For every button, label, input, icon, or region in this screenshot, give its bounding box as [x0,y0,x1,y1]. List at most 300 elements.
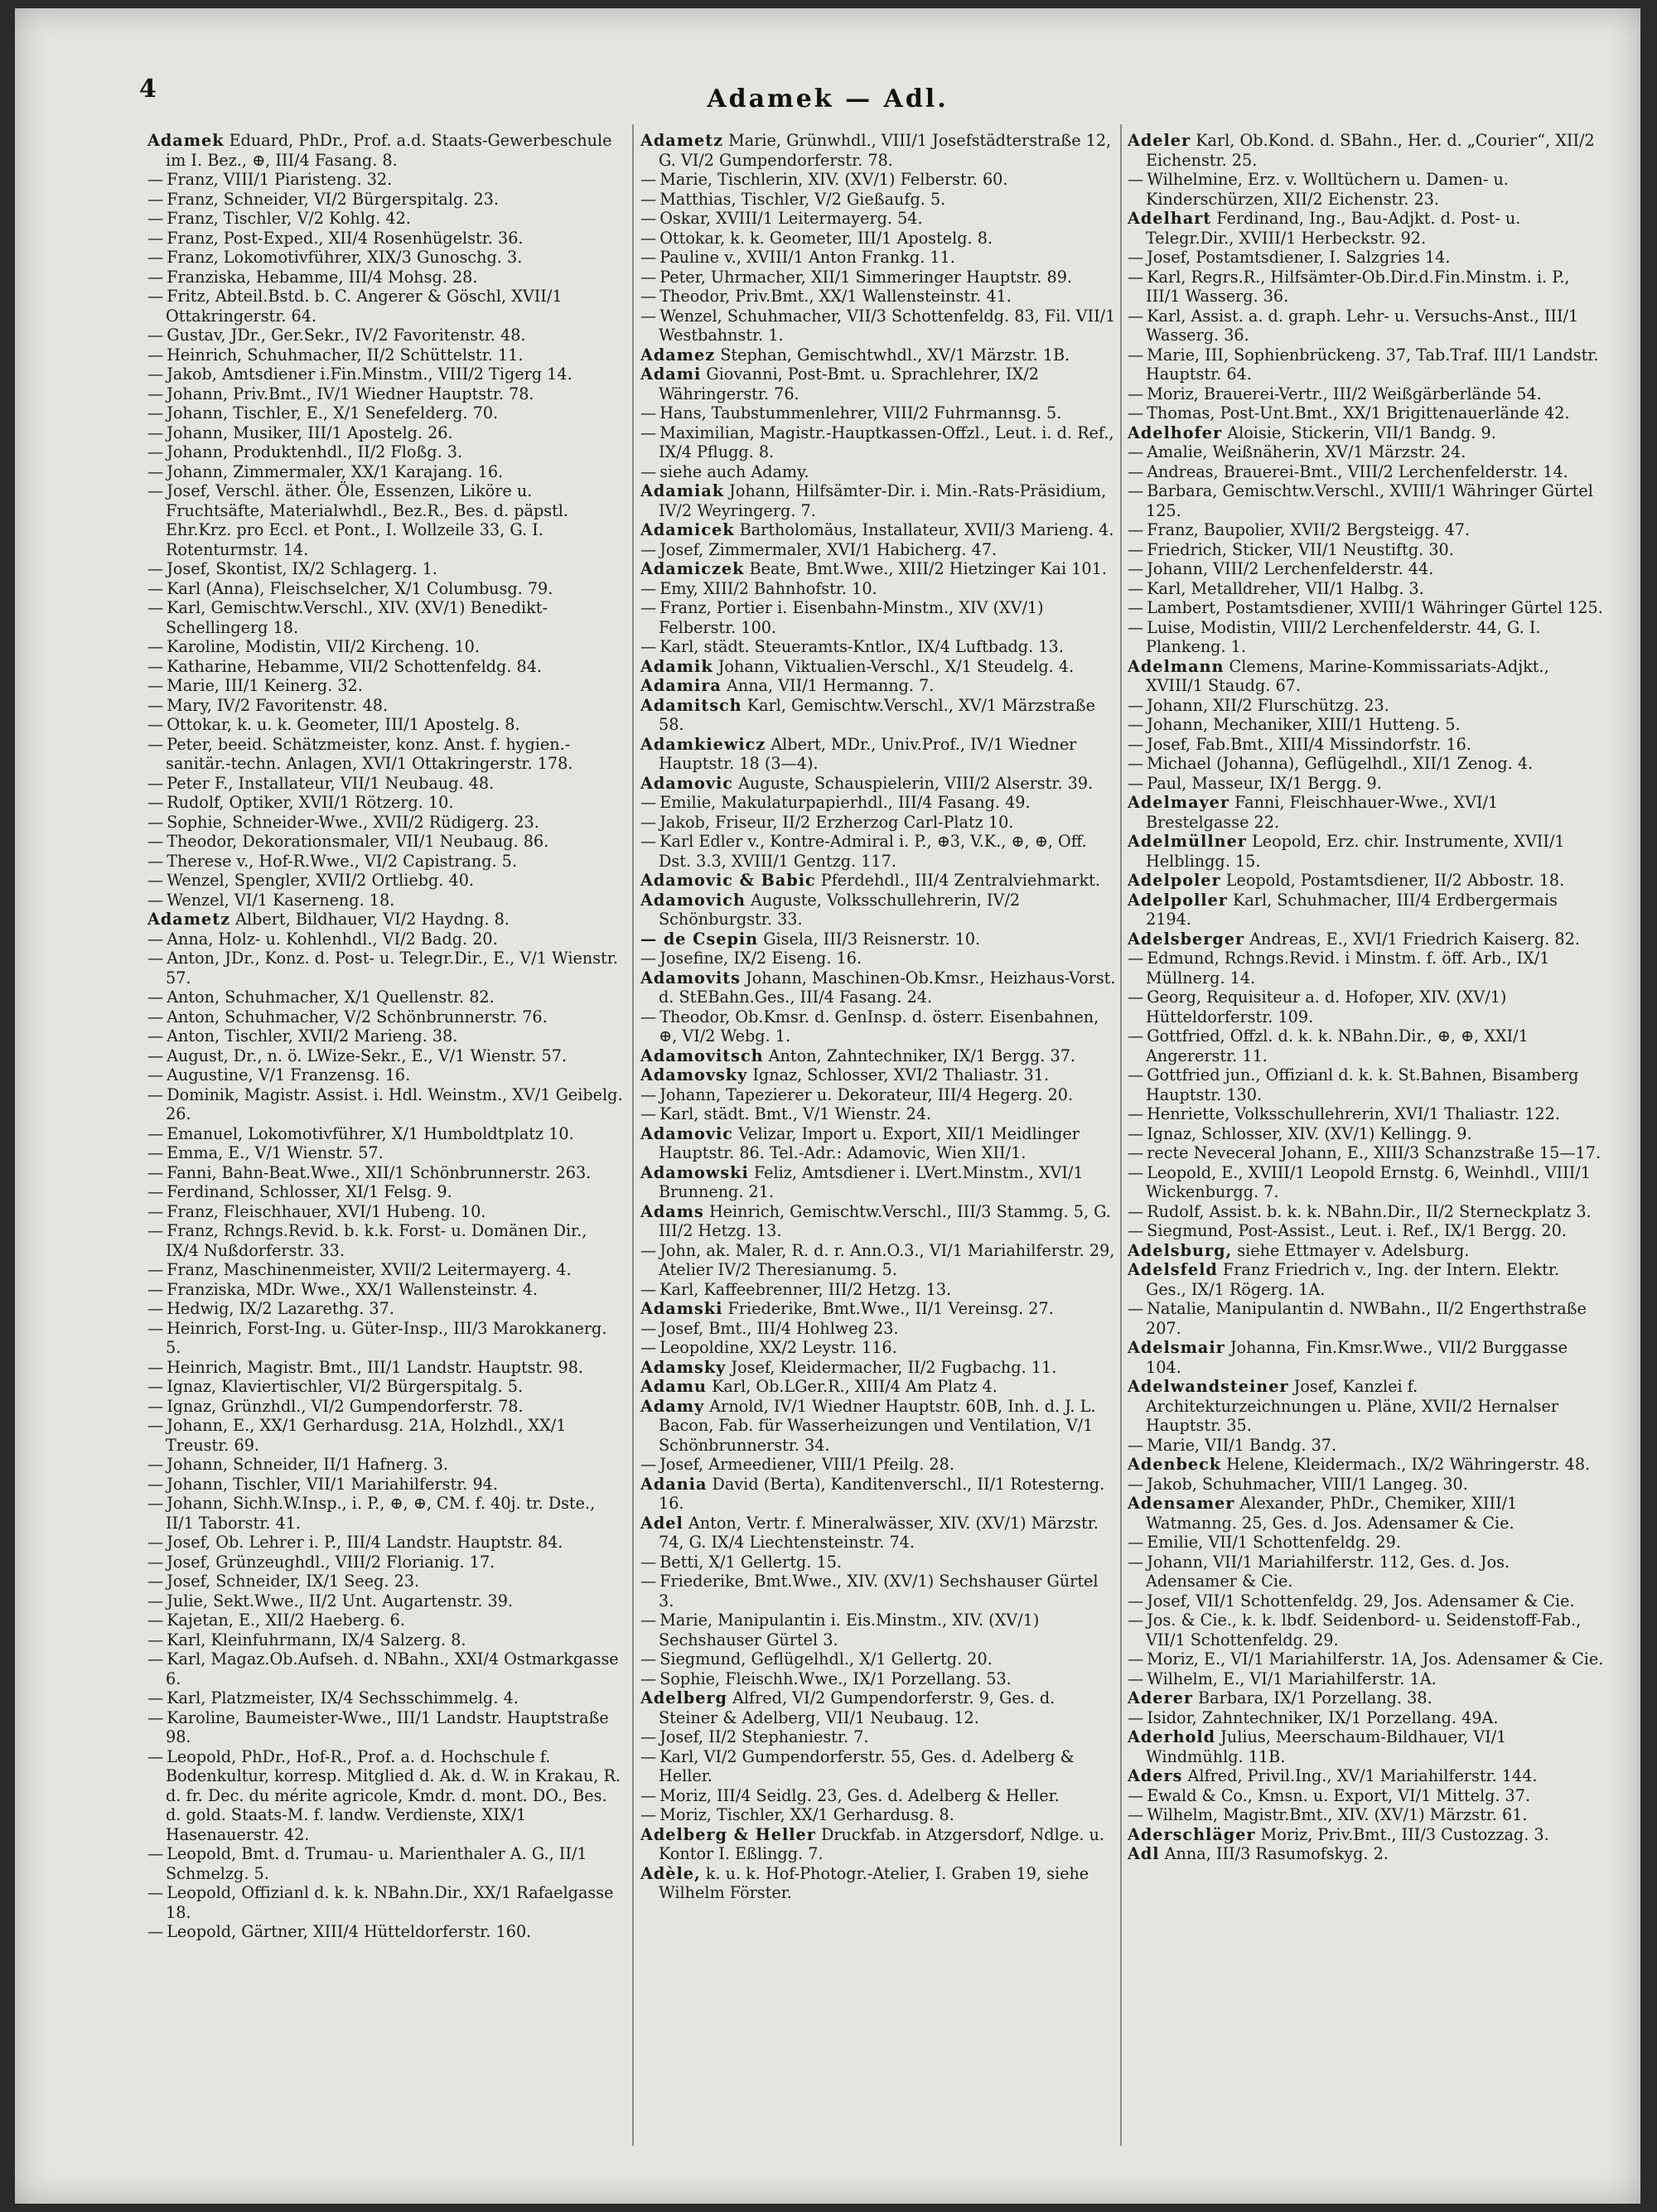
directory-entry [147,1649,624,1688]
directory-entry [1128,930,1604,949]
directory-entry [640,131,1117,170]
entry-text: Moriz, III/4 Seidlg. 23, Ges. d. Adelberg & Heller. [659,1785,1060,1805]
entry-text: Josef, VII/1 Schottenfeldg. 29, Jos. Adensamer & Cie. [1147,1591,1575,1611]
continuation-dash: — [1128,1435,1144,1455]
directory-entry [147,170,624,190]
continuation-dash: — [1128,1533,1144,1552]
directory-entry [147,1085,624,1124]
entry-text: Feliz, Amtsdiener i. LVert.Minstm., XVI/1 Brunneng. 21. [659,1162,1084,1201]
continuation-dash: — [147,871,164,890]
entry-text: Wilhelmine, Erz. v. Wolltüchern u. Damen- u. Kinderschürzen, XII/2 Eichenstr. 23. [1146,170,1509,209]
entry-text: Andreas, Brauerei-Bmt., VIII/2 Lerchenfelderstr. 14. [1147,461,1568,481]
directory-column-1 [147,131,624,1942]
continuation-dash: — [147,1707,164,1727]
entry-text: Wenzel, Spengler, XVII/2 Ortliebg. 40. [167,871,474,890]
entry-text: Andreas, E., XVI/1 Friedrich Kaiserg. 82. [1244,929,1580,949]
entry-text: Aloisie, Stickerin, VII/1 Bandg. 9. [1222,423,1496,442]
entry-text: Thomas, Post-Unt.Bmt., XX/1 Brigittenauerlände 42. [1147,403,1570,423]
entry-text: Amalie, Weißnäherin, XV/1 Märzstr. 24. [1147,442,1466,461]
entry-surname: Adelpoller [1128,890,1228,910]
entry-text: Anton, Schuhmacher, X/1 Quellenstr. 82. [167,988,495,1007]
entry-surname: Adamovsky [640,1065,748,1084]
entry-text: Josef, Ob. Lehrer i. P., III/4 Landstr. Hauptstr. 84. [167,1533,563,1552]
directory-entry [147,696,624,716]
continuation-dash: — [147,1318,164,1338]
continuation-dash: — [640,423,657,442]
continuation-dash: — [147,1591,164,1611]
continuation-dash: — [1128,1552,1144,1572]
directory-entry [147,345,624,365]
entry-surname: Adensamer [1128,1494,1235,1513]
entry-text: Druckfab. in Atzgersdorf, Ndlge. u. Kontor I. Eßlingg. 7. [659,1824,1104,1863]
continuation-dash: — [640,1727,657,1746]
directory-entry [147,1397,624,1417]
directory-entry [147,1202,624,1222]
continuation-dash: — [147,1649,164,1669]
entry-text: John, ak. Maler, R. d. r. Ann.O.3., VI/1 Mariahilferstr. 29, Atelier IV/2 Theresianumg. 5. [659,1240,1115,1279]
entry-text: Johann, Musiker, III/1 Apostelg. 26. [167,423,453,442]
entry-text: Johann, VIII/2 Lerchenfelderstr. 44. [1147,559,1434,578]
entry-surname: Adelpoler [1128,871,1221,890]
entry-text: Jos. & Cie., k. k. lbdf. Seidenbord- u. Seidenstoff-Fab., VII/1 Schottenfeldg. 29. [1146,1611,1582,1649]
entry-surname: Adamitsch [640,695,742,715]
entry-surname: Adamovich [640,890,746,910]
directory-entry [640,637,1117,657]
continuation-dash: — [640,1338,657,1357]
continuation-dash: — [147,676,164,695]
continuation-dash: — [1128,1707,1144,1727]
entry-text: Anton, Zahntechniker, IX/1 Bergg. 37. [763,1046,1076,1065]
continuation-dash: — [1128,1162,1144,1182]
entry-text: Leopold, Bmt. d. Trumau- u. Marienthaler A. G., II/1 Schmelzg. 5. [166,1844,587,1883]
entry-text: Karl, Metalldreher, VII/1 Halbg. 3. [1147,578,1424,598]
continuation-dash: — [147,345,164,365]
entry-text: Moriz, Priv.Bmt., III/3 Custozzag. 3. [1255,1824,1549,1844]
entry-surname: Adel [640,1513,684,1533]
entry-text: Wenzel, Schuhmacher, VII/3 Schottenfeldg. 83, Fil. VII/1 Westbahnstr. 1. [659,306,1116,345]
entry-text: Karl (Anna), Fleischselcher, X/1 Columbusg. 79. [167,578,553,598]
entry-text: Pauline v., XVIII/1 Anton Frankg. 11. [659,248,955,267]
directory-entry [147,1163,624,1183]
continuation-dash: — [640,1318,657,1338]
continuation-dash: — [147,890,164,910]
continuation-dash: — [640,228,657,248]
entry-text: Johann, Priv.Bmt., IV/1 Wiedner Hauptstr. 78. [167,384,534,403]
directory-column-2 [640,131,1117,1903]
entry-text: Kajetan, E., XII/2 Haeberg. 6. [167,1611,405,1630]
continuation-dash: — [147,267,164,287]
directory-entry [640,1475,1117,1514]
directory-entry [640,1727,1117,1747]
directory-entry [147,1221,624,1260]
entry-surname: Adelsburg, [1128,1240,1233,1260]
directory-entry [1128,1065,1604,1104]
continuation-dash: — [147,1084,164,1104]
entry-text: Josef, Bmt., III/4 Hohlweg 23. [659,1318,899,1338]
entry-text: Franz, Post-Exped., XII/4 Rosenhügelstr. 36. [167,228,524,248]
entry-text: Johann, Zimmermaler, XX/1 Karajang. 16. [167,461,504,481]
continuation-dash: — [147,598,164,617]
directory-entry [147,1280,624,1300]
continuation-dash: — [147,189,164,209]
entry-text: Karl, Platzmeister, IX/4 Sechsschimmelg. 4. [167,1688,519,1707]
directory-entry [147,1065,624,1085]
directory-entry [147,715,624,735]
entry-text: Helene, Kleidermach., IX/2 Währingerstr. 48. [1221,1455,1591,1474]
continuation-dash: — [147,1572,164,1591]
continuation-dash: — [147,1494,164,1513]
entry-text: Josef, Schneider, IX/1 Seeg. 23. [167,1572,420,1591]
continuation-dash: — [147,695,164,715]
entry-text: Peter, Uhrmacher, XII/1 Simmeringer Hauptstr. 89. [659,267,1073,287]
entry-text: Leopold, Erz. chir. Instrumente, XVII/1 Helblingg. 15. [1146,832,1565,871]
directory-entry [1128,871,1604,891]
directory-entry [147,442,624,462]
entry-text: Ignaz, Schlosser, XVI/2 Thaliastr. 31. [747,1065,1050,1084]
directory-entry [147,774,624,794]
continuation-dash: — [147,1552,164,1572]
directory-entry [1128,442,1604,462]
directory-entry [1128,540,1604,560]
directory-entry [147,1416,624,1455]
directory-entry [1128,696,1604,716]
continuation-dash: — [147,442,164,461]
continuation-dash: — [147,1143,164,1162]
entry-text: Josef, Postamtsdiener, I. Salzgries 14. [1147,248,1451,267]
continuation-dash: — [640,189,657,209]
entry-text: Marie, Grünwhdl., VIII/1 Josefstädterstraße 12, G. VI/2 Gumpendorferstr. 78. [659,131,1112,170]
directory-entry [147,481,624,559]
directory-entry [147,1883,624,1922]
entry-text: Franz, Maschinenmeister, XVII/2 Leitermayerg. 4. [167,1260,572,1279]
entry-text: Karl, Ob.Kond. d. SBahn., Her. d. „Courier“, XII/2 Eichenstr. 25. [1146,131,1595,170]
entry-text: Moriz, Brauerei-Vertr., III/2 Weißgärberlände 54. [1147,384,1542,403]
entry-surname: Adelhart [1128,209,1212,228]
entry-text: Karl, VI/2 Gumpendorferstr. 55, Ges. d. Adelberg & Heller. [659,1746,1075,1785]
directory-entry [147,1844,624,1883]
continuation-dash: — [1128,617,1144,637]
continuation-dash: — [640,287,657,306]
entry-surname: Adamez [640,345,716,365]
entry-surname: Adamovic & Babic [640,871,816,890]
directory-entry [640,268,1117,287]
entry-surname: Adamkiewicz [640,734,766,754]
continuation-dash: — [1128,345,1144,365]
directory-entry [1128,248,1604,268]
entry-text: k. u. k. Hof-Photogr.-Atelier, I. Graben 19, siehe Wilhelm Förster. [659,1863,1089,1902]
directory-entry [147,131,624,170]
directory-entry [147,891,624,910]
directory-entry [147,793,624,813]
entry-surname: Adams [640,1201,704,1221]
directory-entry [147,1494,624,1533]
directory-entry [1128,1688,1604,1708]
entry-text: Heinrich, Gemischtw.Verschl., III/3 Stammg. 5, G. III/2 Hetzg. 13. [659,1201,1111,1240]
directory-entry [640,190,1117,210]
entry-text: Anna, Holz- u. Kohlenhdl., VI/2 Badg. 20. [167,929,498,949]
directory-entry [640,1241,1117,1280]
directory-entry [1128,949,1604,988]
directory-entry [640,481,1117,520]
directory-entry [1128,1494,1604,1533]
continuation-dash: — [640,403,657,423]
continuation-dash: — [640,1785,657,1805]
entry-text: Augustine, V/1 Franzensg. 16. [167,1065,411,1084]
continuation-dash: — [147,384,164,403]
directory-entry [1128,1436,1604,1456]
entry-text: Friederike, Bmt.Wwe., XIV. (XV/1) Sechshauser Gürtel 3. [659,1572,1099,1611]
continuation-dash: — [1128,1143,1144,1162]
directory-entry [640,1864,1117,1903]
directory-entry [1128,1377,1604,1436]
entry-text: Theodor, Priv.Bmt., XX/1 Wallensteinstr. 41. [659,287,1012,306]
directory-entry [1128,1455,1604,1475]
entry-text: Julius, Meerschaum-Bildhauer, VI/1 Windmühlg. 11B. [1146,1727,1507,1766]
directory-entry [1128,1104,1604,1124]
directory-entry [1128,131,1604,170]
continuation-dash: — [147,929,164,949]
continuation-dash: — [147,734,164,754]
continuation-dash: — [147,1688,164,1707]
directory-entry [640,1280,1117,1300]
entry-surname: Adametz [147,910,231,929]
directory-entry [1128,170,1604,209]
entry-surname: Adamicek [640,520,735,539]
continuation-dash: — [1128,539,1144,559]
continuation-dash: — [1128,1474,1144,1494]
directory-entry [1128,1708,1604,1728]
continuation-dash: — [640,1572,657,1591]
directory-entry [147,1377,624,1397]
continuation-dash: — [640,812,657,832]
entry-text: Karl, Magaz.Ob.Aufseh. d. NBahn., XXI/4 Ostmarkgasse 6. [166,1649,619,1688]
entry-text: Ignaz, Schlosser, XIV. (XV/1) Kellingg. 9. [1147,1123,1472,1143]
continuation-dash: — [1128,1805,1144,1824]
continuation-dash: — [1128,1649,1144,1669]
continuation-dash: — [640,832,657,851]
entry-surname: Adelmayer [1128,793,1230,812]
continuation-dash: — [1128,715,1144,734]
directory-entry [640,1397,1117,1456]
continuation-dash: — [640,1084,657,1104]
directory-entry [1128,1202,1604,1222]
continuation-dash: — [147,793,164,812]
continuation-dash: — [147,1260,164,1279]
continuation-dash: — [147,1026,164,1046]
directory-entry [1128,735,1604,755]
directory-entry [147,190,624,210]
directory-entry [147,1358,624,1378]
entry-text: Josef, Grünzeughdl., VIII/2 Florianig. 17. [167,1552,495,1572]
entry-text: Ferdinand, Ing., Bau-Adjkt. d. Post- u. Telegr.Dir., XVIII/1 Herbeckstr. 92. [1146,209,1521,248]
continuation-dash: — [640,539,657,559]
continuation-dash: — [1128,1201,1144,1221]
continuation-dash: — [640,209,657,228]
directory-entry [147,852,624,872]
directory-entry [640,832,1117,871]
directory-entry [1128,832,1604,871]
entry-text: Josef, Kleidermacher, II/2 Fugbachg. 11. [726,1357,1057,1377]
continuation-dash: — [1128,306,1144,326]
directory-entry [640,1553,1117,1572]
continuation-dash: — [147,1455,164,1474]
directory-entry [147,832,624,852]
directory-entry [640,813,1117,833]
entry-text: Emy, XIII/2 Bahnhofstr. 10. [659,578,877,598]
directory-entry [1128,403,1604,423]
entry-text: Karl, Ob.LGer.R., XIII/4 Am Platz 4. [707,1377,998,1396]
continuation-dash: — [1128,1123,1144,1143]
column-divider [632,124,634,2146]
directory-entry [640,365,1117,403]
page-number: 4 [139,75,157,104]
entry-text: Leopold, Postamtsdiener, II/2 Abbostr. 18. [1220,871,1565,890]
continuation-dash: — [1128,267,1144,287]
entry-text: Natalie, Manipulantin d. NWBahn., II/2 Engerthstraße 207. [1146,1299,1587,1338]
entry-text: Emilie, Makulaturpapierhdl., III/4 Fasang. 49. [659,793,1031,812]
directory-entry [147,248,624,268]
entry-text: Johann, Viktualien-Verschl., X/1 Steudelg. 4. [713,656,1075,676]
entry-text: Karl, Kaffeebrenner, III/2 Hetzg. 13. [659,1279,952,1299]
continuation-dash: — [1128,754,1144,773]
directory-entry [1128,1260,1604,1299]
entry-text: Franz, Baupolier, XVII/2 Bergsteigg. 47. [1147,520,1471,539]
continuation-dash: — [640,1611,657,1630]
entry-text: Peter F., Installateur, VII/1 Neubaug. 48. [167,773,495,793]
entry-text: Karl, städt. Bmt., V/1 Wienstr. 24. [659,1104,932,1123]
directory-column-3 [1128,131,1604,1864]
entry-text: Pferdehdl., III/4 Zentralviehmarkt. [815,871,1100,890]
entry-surname: Adelmann [1128,656,1225,676]
directory-page [15,8,1640,2204]
continuation-dash: — [147,1844,164,1863]
continuation-dash: — [1128,248,1144,267]
directory-entry [1128,1475,1604,1495]
directory-entry [1128,793,1604,832]
entry-text: Peter, beeid. Schätzmeister, konz. Anst. f. hygien.-sanitär.-techn. Anlagen, XVI/1 Ottakringerstr. 178. [166,734,573,773]
continuation-dash: — [640,170,657,189]
entry-text: Alfred, VI/2 Gumpendorferstr. 9, Ges. d. Steiner & Adelberg, VII/1 Neubaug. 12. [659,1688,1056,1727]
directory-entry [147,657,624,677]
directory-entry [1128,598,1604,618]
continuation-dash: — [1128,1299,1144,1318]
entry-text: Matthias, Tischler, V/2 Gießaufg. 5. [659,189,946,209]
continuation-dash: — [147,1630,164,1649]
directory-entry [1128,1649,1604,1669]
entry-text: Josefine, IX/2 Eiseng. 16. [659,949,862,968]
entry-text: Giovanni, Post-Bmt. u. Sprachlehrer, IX/2 Währingerstr. 76. [659,365,1039,403]
continuation-dash: — [147,1474,164,1494]
continuation-dash: — [640,1007,657,1026]
directory-entry [640,229,1117,249]
continuation-dash: — [147,248,164,267]
continuation-dash: — [147,1007,164,1026]
directory-entry [147,813,624,833]
entry-text: Auguste, Schauspielerin, VIII/2 Alserstr. 39. [732,773,1094,793]
entry-text: Karl, Gemischtw.Verschl., XIV. (XV/1) Benedikt-Schellingerg 18. [166,598,548,637]
entry-text: siehe auch Adamy. [659,461,809,481]
entry-text: Leopoldine, XX/2 Leystr. 116. [659,1338,897,1357]
directory-entry [147,326,624,345]
continuation-dash: — [147,637,164,656]
continuation-dash: — [1128,520,1144,539]
directory-entry [147,871,624,891]
continuation-dash: — [147,559,164,578]
continuation-dash: — [640,793,657,812]
directory-entry [147,579,624,599]
continuation-dash: — [147,832,164,851]
continuation-dash: — [147,1182,164,1201]
entry-surname: Adametz [640,131,724,150]
continuation-dash: — [640,949,657,968]
directory-entry [1128,1221,1604,1241]
entry-text: Johann, Tischler, VII/1 Mariahilferstr. 94. [167,1474,498,1494]
entry-surname: Aderer [1128,1688,1193,1707]
directory-entry [640,735,1117,774]
entry-text: Karoline, Baumeister-Wwe., III/1 Landstr. Hauptstraße 98. [166,1707,609,1746]
entry-text: Ferdinand, Schlosser, XI/1 Felsg. 9. [167,1182,452,1201]
entry-text: Karl, Regrs.R., Hilfsämter-Ob.Dir.d.Fin.Minstm. i. P., III/1 Wasserg. 36. [1146,267,1570,306]
directory-entry [147,598,624,637]
directory-entry [147,423,624,443]
directory-entry [640,1065,1117,1085]
directory-entry [640,579,1117,599]
directory-entry [1128,1553,1604,1591]
entry-text: Karl, Kleinfuhrmann, IX/4 Salzerg. 8. [167,1630,466,1649]
entry-text: Johann, Produktenhdl., II/2 Floßg. 3. [167,442,463,461]
continuation-dash: — [640,248,657,267]
directory-entry [1128,1338,1604,1377]
directory-entry [147,637,624,657]
directory-entry [640,1319,1117,1339]
entry-text: Friederike, Bmt.Wwe., II/1 Vereinsg. 27. [722,1299,1054,1318]
directory-entry [640,891,1117,930]
directory-entry [1128,268,1604,307]
continuation-dash: — [147,403,164,423]
entry-text: Karl Edler v., Kontre-Admiral i. P., ⊕3, V.K., ⊕, ⊕, Off. Dst. 3.3, XVIII/1 Gentzg. 117. [659,832,1087,871]
continuation-dash: — [147,326,164,345]
entry-surname: Adamiczek [640,559,745,578]
entry-text: Fanni, Bahn-Beat.Wwe., XII/1 Schönbrunnerstr. 263. [167,1162,592,1182]
continuation-dash: — [147,209,164,228]
continuation-dash: — [1128,481,1144,500]
entry-surname: Adamy [640,1396,705,1416]
entry-text: Johann, Hilfsämter-Dir. i. Min.-Rats-Präsidium, IV/2 Weyringerg. 7. [659,481,1107,520]
continuation-dash: — [1128,1591,1144,1611]
continuation-dash: — [147,1065,164,1084]
entry-surname: Aderschläger [1128,1824,1256,1844]
entry-text: Eduard, PhDr., Prof. a.d. Staats-Gewerbeschule im I. Bez., ⊕, III/4 Fasang. 8. [166,131,612,170]
entry-text: Franz, Schneider, VI/2 Bürgerspitalg. 23. [167,189,499,209]
entry-text: Johann, Tapezierer u. Dekorateur, III/4 Hegerg. 20. [659,1084,1074,1104]
directory-entry [640,657,1117,677]
continuation-dash: — [147,228,164,248]
entry-surname: Adamovic [640,773,733,793]
entry-surname: Adamovic [640,1123,733,1143]
continuation-dash: — [147,1611,164,1630]
continuation-dash: — [1128,695,1144,715]
directory-entry [640,1085,1117,1105]
entry-text: Wenzel, VI/1 Kaserneng. 18. [167,890,395,910]
entry-surname: Adelsberger [1128,929,1245,949]
entry-text: Franz, Tischler, V/2 Kohlg. 42. [167,209,411,228]
entry-surname: Adelwandsteiner [1128,1377,1289,1396]
entry-text: Friedrich, Sticker, VII/1 Neustiftg. 30. [1147,539,1454,559]
directory-entry [147,1455,624,1475]
entry-text: Franz, Lokomotivführer, XIX/3 Gunoschg. 3. [167,248,523,267]
directory-entry [147,930,624,949]
continuation-dash: — [640,1240,657,1260]
